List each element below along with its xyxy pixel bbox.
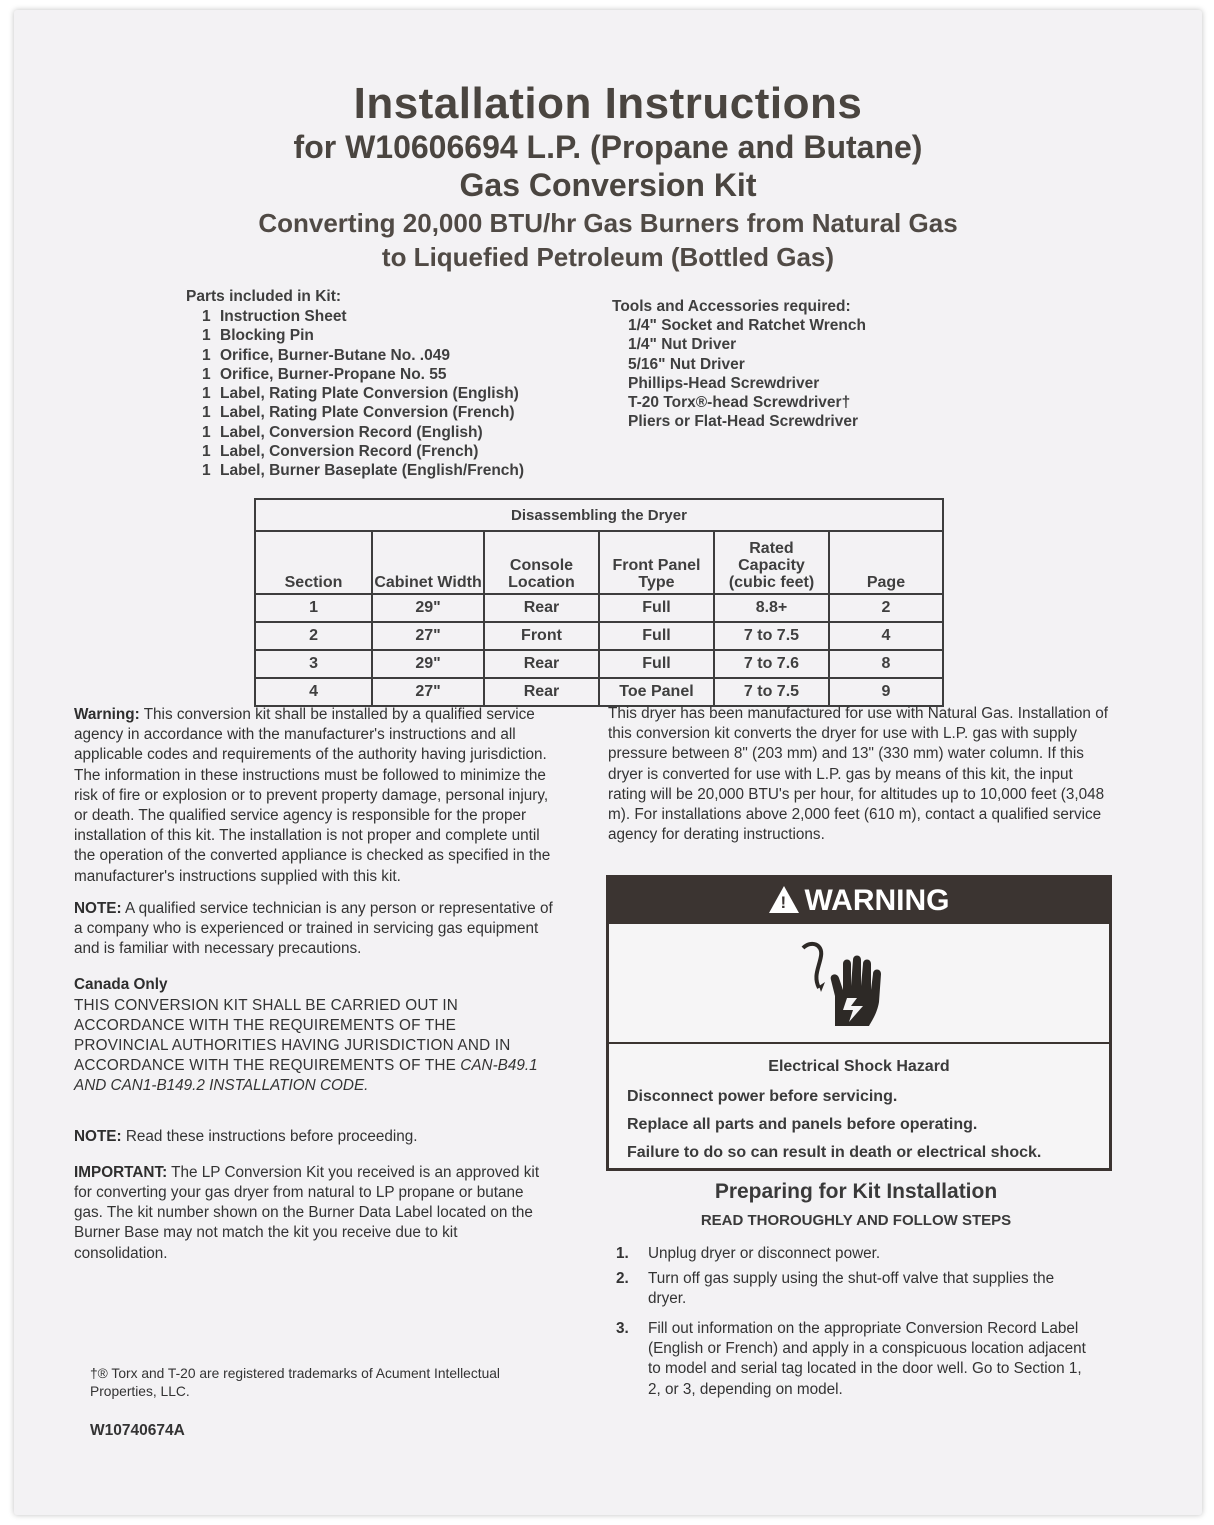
prep-heading: Preparing for Kit Installation (714, 1180, 998, 1203)
warning-line: Disconnect power before servicing. (627, 1088, 898, 1105)
tools-heading: Tools and Accessories required: (612, 298, 851, 315)
instruction-sheet (14, 10, 1202, 1515)
list-item: 1 Orifice, Burner-Propane No. 55 (202, 365, 447, 383)
tools-list (612, 298, 866, 432)
note-paragraph: NOTE: A qualified service technician is any person or representative of a company who is experienced or trained in servicing gas equipment and is familiar with necessary precautions. (74, 899, 553, 958)
prep-subheading: READ THOROUGHLY AND FOLLOW STEPS (700, 1212, 1012, 1229)
warning-line: Replace all parts and panels before operating. (627, 1116, 978, 1133)
document-number: W10740674A (90, 1422, 185, 1439)
column-header: Console Location (484, 531, 599, 594)
column-header: Cabinet Width (372, 531, 484, 594)
canada-paragraph: Canada Only THIS CONVERSION KIT SHALL BE CARRIED OUT IN ACCORDANCE WITH THE REQUIREMENTS OF THE PROVINCIAL AUTHORITIES HAVING JURISDICTION AND IN ACCORDANCE WITH THE REQUIREMENTS OF THE CAN-B49.1 AND CAN1-B149.2 INSTALLATION CODE. (74, 976, 538, 1095)
hazard-title: Electrical Shock Hazard (768, 1058, 950, 1075)
disassembly-table (254, 498, 944, 707)
important-paragraph: IMPORTANT: The LP Conversion Kit you received is an approved kit for converting your gas dryer from natural to LP propane or butane gas. The kit number shown on the Burner Data Label located on the Burner Base may not match the kit you receive due to kit consolidation. (74, 1163, 540, 1262)
list-item: 1 Label, Rating Plate Conversion (English) (202, 385, 519, 403)
title-line-2: for W10606694 L.P. (Propane and Butane) (293, 129, 923, 165)
canada-heading: Canada Only (74, 976, 168, 994)
list-item: 1 Label, Burner Baseplate (English/French) (202, 462, 525, 480)
left-column (74, 705, 554, 1274)
title-line-3: Gas Conversion Kit (459, 167, 757, 203)
table-row: 1 29" Rear Full 8.8+ 2 (255, 594, 943, 622)
table-row: 2 27" Front Full 7 to 7.5 4 (255, 622, 943, 650)
list-item: 1/4" Nut Driver (628, 336, 737, 354)
warning-paragraph: Warning: This conversion kit shall be installed by a qualified service agency in accordance with the manufacturer's instructions and all applicable codes and requirements of the authority having jurisdiction. The information in these instructions must be followed to minimize the risk of fire or explosion or to prevent property damage, personal injury, or death. The qualified service agency is responsible for the proper installation of this kit. The installation is not proper and complete until the operation of the converted appliance is checked as specified in the manufacturer's instructions supplied with this kit. (74, 706, 551, 885)
list-item: 1. Unplug dryer or disconnect power. (616, 1245, 881, 1262)
right-intro-paragraph: This dryer has been manufactured for use with Natural Gas. Installation of this conversion kit converts the dryer for use with L.P. gas with supply pressure between 8" (203 mm) and 13" (330 mm) water column. If this dryer is converted for use with L.P. gas by means of this kit, the input rating will be 20,000 BTU's per hour, for altitudes up to 10,000 feet (3,048 m). For installations above 2,000 feet (610 m), contact a qualified service agency for derating instructions. (608, 705, 1108, 844)
column-header: Section (255, 531, 372, 594)
list-item: Phillips-Head Screwdriver (628, 374, 820, 392)
table-row: 4 27" Rear Toe Panel 7 to 7.5 9 (255, 678, 943, 706)
note-paragraph: NOTE: Read these instructions before proceeding. (74, 1127, 418, 1145)
column-header: Page (829, 531, 943, 594)
list-item: 1 Instruction Sheet (202, 308, 347, 325)
column-header: Front Panel Type (599, 531, 714, 594)
list-item: Pliers or Flat-Head Screwdriver (628, 413, 859, 431)
column-header: Rated Capacity (cubic feet) (714, 531, 829, 594)
list-item: 5/16" Nut Driver (628, 355, 745, 373)
list-item: 3. Fill out information on the appropriate Conversion Record Label (English or French) and apply in a conspicuous location adjacent to model and serial tag located in the door well. Go to Section 1, 2, or 3, depending on model. (616, 1320, 1086, 1398)
table-row: 3 29" Rear Full 7 to 7.6 8 (255, 650, 943, 678)
parts-heading: Parts included in Kit: (186, 288, 342, 305)
warning-triangle-icon: ! (769, 886, 799, 913)
page-title: Installation Instructions (353, 79, 863, 128)
trademark-footnote: †® Torx and T-20 are registered trademarks of Acument Intellectual Properties, LLC. (90, 1366, 500, 1399)
list-item: 2. Turn off gas supply using the shut-off valve that supplies the dryer. (616, 1270, 1055, 1308)
title-block (14, 80, 1202, 274)
parts-list (186, 288, 524, 481)
list-item: 1 Label, Conversion Record (French) (202, 443, 479, 461)
list-item: 1 Orifice, Burner-Butane No. .049 (202, 346, 450, 364)
list-item: 1 Label, Conversion Record (English) (202, 423, 483, 441)
warning-header: ! WARNING (609, 878, 1109, 924)
prep-section (606, 1180, 1106, 1398)
table-caption: Disassembling the Dryer (255, 499, 943, 531)
warning-line: Failure to do so can result in death or electrical shock. (627, 1144, 1042, 1161)
subtitle-line-2: to Liquefied Petroleum (Bottled Gas) (381, 242, 835, 272)
list-item: T-20 Torx®-head Screwdriver† (628, 394, 851, 412)
list-item: 1 Label, Rating Plate Conversion (French) (202, 404, 515, 422)
warning-divider (609, 1042, 1109, 1044)
list-item: 1/4" Socket and Ratchet Wrench (628, 317, 866, 334)
subtitle-line-1: Converting 20,000 BTU/hr Gas Burners from Natural Gas (258, 208, 958, 238)
list-item: 1 Blocking Pin (202, 327, 314, 345)
electrical-shock-hand-icon (791, 936, 901, 1036)
warning-box (606, 875, 1112, 1171)
